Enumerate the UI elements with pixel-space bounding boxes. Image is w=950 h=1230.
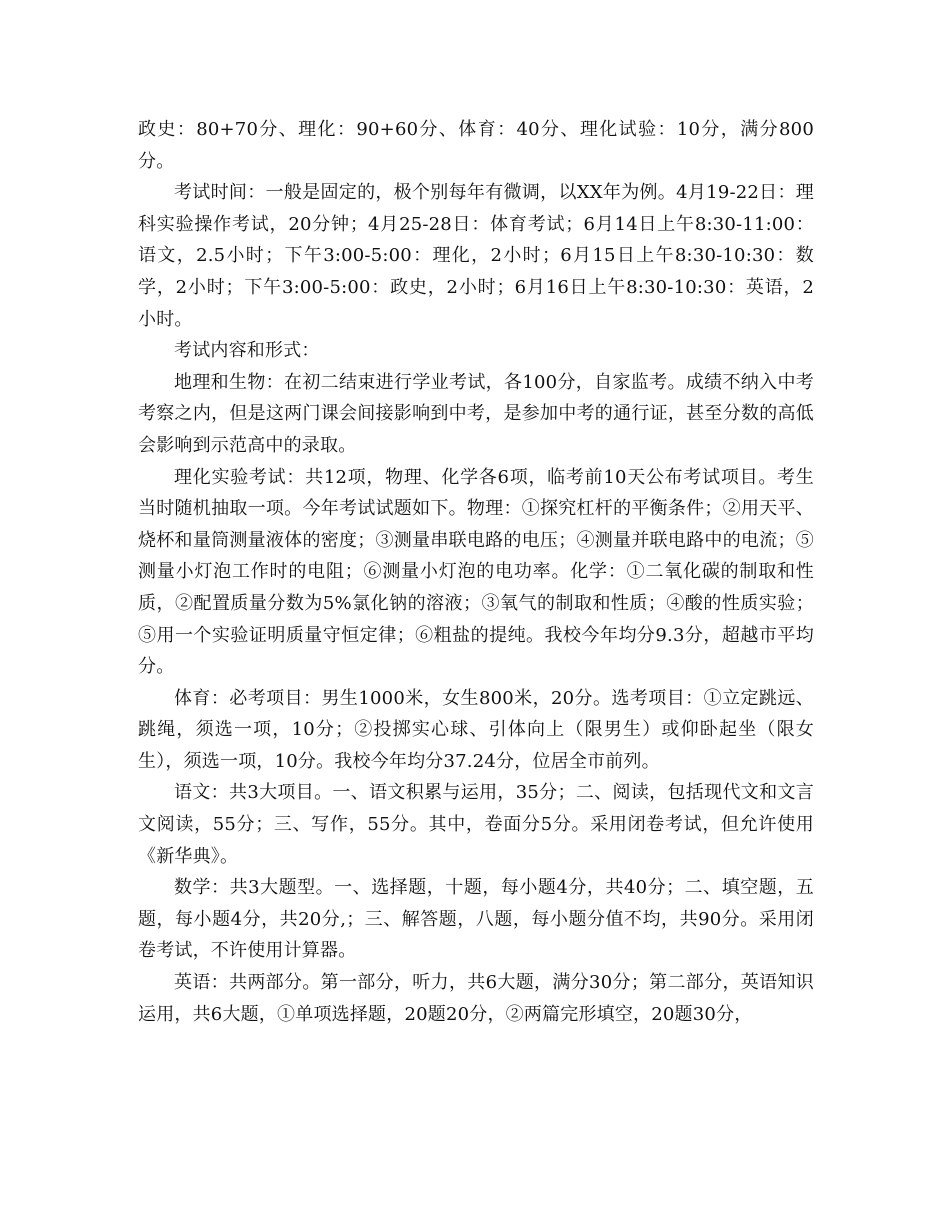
paragraph-geography-biology: 地理和生物：在初二结束进行学业考试，各100分，自家监考。成绩不纳入中考考察之内，但是这两门课会间接影响到中考，是参加中考的通行证，甚至分数的高低会影响到示范高中的录取。	[138, 371, 814, 456]
paragraph-exam-time: 考试时间：一般是固定的，极个别每年有微调，以XX年为例。4月19-22日：理科实验操作考试，20分钟；4月25-28日：体育考试；6月14日上午8:30-11:00：语文，2.5小时；下午3:00-5:00：理化，2小时；6月15日上午8:30-10:30：数学，2小时；下午3:00-5:00：政史，2小时；6月16日上午8:30-10:30：英语，2小时。	[138, 182, 814, 330]
document-body	[138, 114, 814, 1030]
paragraph-exam-content-heading: 考试内容和形式：	[174, 340, 320, 362]
paragraph-chinese: 语文：共3大项目。一、语文积累与运用，35分；二、阅读，包括现代文和文言文阅读，55分；三、写作，55分。其中，卷面分5分。采用闭卷考试，但允许使用《新华典》。	[138, 782, 814, 867]
paragraph-scores: 政史：80+70分、理化：90+60分、体育：40分、理化试验：10分，满分800分。	[138, 119, 814, 172]
paragraph-math: 数学：共3大题型。一、选择题，十题，每小题4分，共40分；二、填空题，五题，每小题4分，共20分,；三、解答题，八题，每小题分值不均，共90分。采用闭卷考试，不许使用计算器。	[138, 877, 814, 962]
paragraph-pe: 体育：必考项目：男生1000米，女生800米，20分。选考项目：①立定跳远、跳绳，须选一项，10分；②投掷实心球、引体向上（限男生）或仰卧起坐（限女生），须选一项，10分。我校今年均分37.24分，位居全市前列。	[138, 687, 814, 772]
paragraph-english: 英语：共两部分。第一部分，听力，共6大题，满分30分；第二部分，英语知识运用，共6大题，①单项选择题，20题20分，②两篇完形填空，20题30分，	[138, 972, 814, 1025]
paragraph-lab-exam: 理化实验考试：共12项，物理、化学各6项，临考前10天公布考试项目。考生当时随机抽取一项。今年考试试题如下。物理：①探究杠杆的平衡条件；②用天平、烧杯和量筒测量液体的密度；③测量串联电路的电压；④测量并联电路中的电流；⑤测量小灯泡工作时的电阻；⑥测量小灯泡的电功率。化学：①二氧化碳的制取和性质，②配置质量分数为5%氯化钠的溶液；③氧气的制取和性质；④酸的性质实验；⑤用一个实验证明质量守恒定律；⑥粗盐的提纯。我校今年均分9.3分，超越市平均分。	[138, 466, 814, 678]
